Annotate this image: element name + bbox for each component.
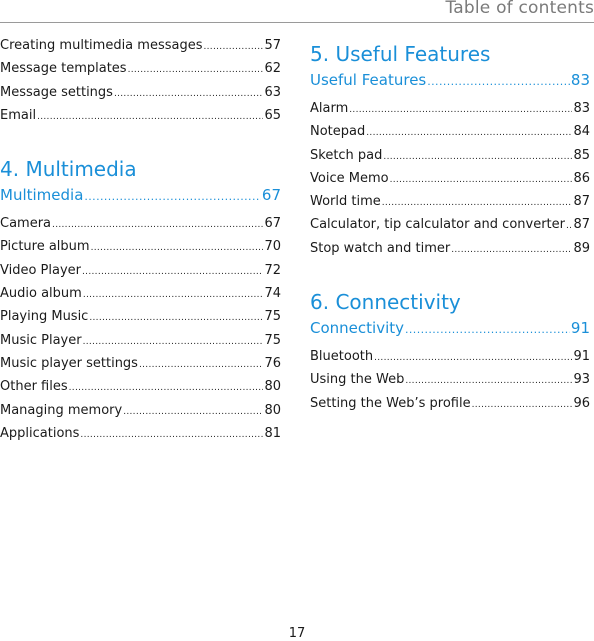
entry-title: Setting the Web’s profile — [310, 396, 471, 411]
entry-title: Playing Music — [0, 309, 88, 324]
dot-leader — [427, 75, 570, 88]
entry-title: Other files — [0, 379, 68, 394]
entry-title: Bluetooth — [310, 349, 373, 364]
entry-page: 81 — [264, 426, 281, 441]
dot-leader — [374, 353, 572, 363]
entry-page: 63 — [264, 85, 281, 100]
toc-entry[interactable] — [310, 396, 590, 419]
section-title: Useful Features — [310, 71, 426, 89]
entry-title: Alarm — [310, 101, 348, 116]
section-page: 83 — [571, 71, 590, 89]
toc-section-useful-features[interactable] — [310, 71, 590, 101]
toc-right-column — [310, 38, 590, 419]
entry-title: Message settings — [0, 85, 113, 100]
entry-page: 70 — [264, 239, 281, 254]
toc-entry[interactable] — [0, 426, 281, 449]
entry-title: Using the Web — [310, 372, 404, 387]
dot-leader — [52, 220, 263, 230]
entry-title: Managing memory — [0, 403, 122, 418]
entry-page: 91 — [573, 349, 590, 364]
toc-entry[interactable] — [0, 263, 281, 286]
dot-leader — [349, 105, 572, 115]
toc-entry[interactable] — [310, 241, 590, 264]
toc-entry[interactable] — [0, 356, 281, 379]
toc-section-multimedia[interactable] — [0, 186, 281, 216]
toc-entry[interactable] — [0, 309, 281, 332]
section-page: 91 — [571, 319, 590, 337]
dot-leader — [37, 112, 263, 122]
entry-title: Message templates — [0, 61, 127, 76]
section-page: 67 — [262, 186, 281, 204]
dot-leader — [69, 383, 264, 393]
toc-entry[interactable] — [0, 108, 281, 131]
toc-entry[interactable] — [310, 194, 590, 217]
toc-left-column — [0, 38, 281, 449]
toc-entry[interactable] — [0, 61, 281, 84]
entry-title: Calculator, tip calculator and converter — [310, 217, 565, 232]
toc-entry[interactable] — [0, 286, 281, 309]
toc-entry[interactable] — [310, 101, 590, 124]
toc-entry[interactable] — [310, 349, 590, 372]
entry-title: Audio album — [0, 286, 82, 301]
entry-page: 93 — [573, 372, 590, 387]
header-divider — [0, 22, 594, 23]
entry-page: 85 — [573, 148, 590, 163]
chapter-heading-useful-features: 5. Useful Features — [310, 38, 590, 71]
entry-page: 57 — [264, 38, 281, 53]
entry-title: Stop watch and timer — [310, 241, 450, 256]
entry-page: 83 — [573, 101, 590, 116]
entry-title: Sketch pad — [310, 148, 382, 163]
dot-leader — [382, 198, 573, 208]
dot-leader — [83, 337, 264, 347]
dot-leader — [383, 152, 572, 162]
entry-title: Music Player — [0, 333, 82, 348]
toc-entry[interactable] — [0, 379, 281, 402]
entry-page: 86 — [573, 171, 590, 186]
dot-leader — [91, 243, 264, 253]
toc-entry[interactable] — [0, 85, 281, 108]
entry-page: 96 — [573, 396, 590, 411]
chapter-heading-connectivity: 6. Connectivity — [310, 286, 590, 319]
entry-page: 87 — [573, 194, 590, 209]
dot-leader — [405, 376, 572, 386]
toc-section-connectivity[interactable] — [310, 319, 590, 349]
section-title: Connectivity — [310, 319, 404, 337]
entry-title: Picture album — [0, 239, 90, 254]
dot-leader — [451, 245, 572, 255]
entry-page: 89 — [573, 241, 590, 256]
dot-leader — [390, 175, 573, 185]
dot-leader — [83, 290, 264, 300]
toc-entry[interactable] — [0, 403, 281, 426]
entry-page: 67 — [264, 216, 281, 231]
entry-title: Applications — [0, 426, 79, 441]
dot-leader — [203, 42, 263, 52]
section-title: Multimedia — [0, 186, 83, 204]
toc-entry[interactable] — [310, 124, 590, 147]
chapter-heading-multimedia: 4. Multimedia — [0, 153, 281, 186]
entry-page: 62 — [264, 61, 281, 76]
entry-title: Notepad — [310, 124, 365, 139]
entry-page: 65 — [264, 108, 281, 123]
toc-entry[interactable] — [310, 217, 590, 240]
toc-entry[interactable] — [310, 148, 590, 171]
dot-leader — [366, 128, 572, 138]
toc-entry[interactable] — [310, 171, 590, 194]
dot-leader — [114, 89, 264, 99]
entry-page: 80 — [264, 379, 281, 394]
entry-title: World time — [310, 194, 381, 209]
entry-page: 84 — [573, 124, 590, 139]
page-number: 17 — [0, 626, 594, 641]
dot-leader — [128, 65, 264, 75]
toc-entry[interactable] — [0, 38, 281, 61]
entry-page: 75 — [264, 333, 281, 348]
dot-leader — [472, 400, 573, 410]
dot-leader — [405, 323, 570, 336]
page-header-title: Table of contents — [446, 0, 594, 18]
entry-page: 74 — [264, 286, 281, 301]
entry-page: 76 — [264, 356, 281, 371]
entry-page: 87 — [573, 217, 590, 232]
dot-leader — [89, 313, 263, 323]
toc-entry[interactable] — [310, 372, 590, 395]
dot-leader — [139, 360, 263, 370]
dot-leader — [566, 221, 572, 231]
entry-page: 75 — [264, 309, 281, 324]
entry-page: 72 — [264, 263, 281, 278]
dot-leader — [84, 190, 261, 203]
entry-title: Creating multimedia messages — [0, 38, 202, 53]
toc-entry[interactable] — [0, 216, 281, 239]
entry-title: Voice Memo — [310, 171, 389, 186]
entry-title: Video Player — [0, 263, 81, 278]
dot-leader — [82, 267, 263, 277]
dot-leader — [123, 407, 263, 417]
entry-title: Email — [0, 108, 36, 123]
entry-page: 80 — [264, 403, 281, 418]
dot-leader — [80, 430, 263, 440]
toc-entry[interactable] — [0, 333, 281, 356]
entry-title: Camera — [0, 216, 51, 231]
entry-title: Music player settings — [0, 356, 138, 371]
toc-entry[interactable] — [0, 239, 281, 262]
